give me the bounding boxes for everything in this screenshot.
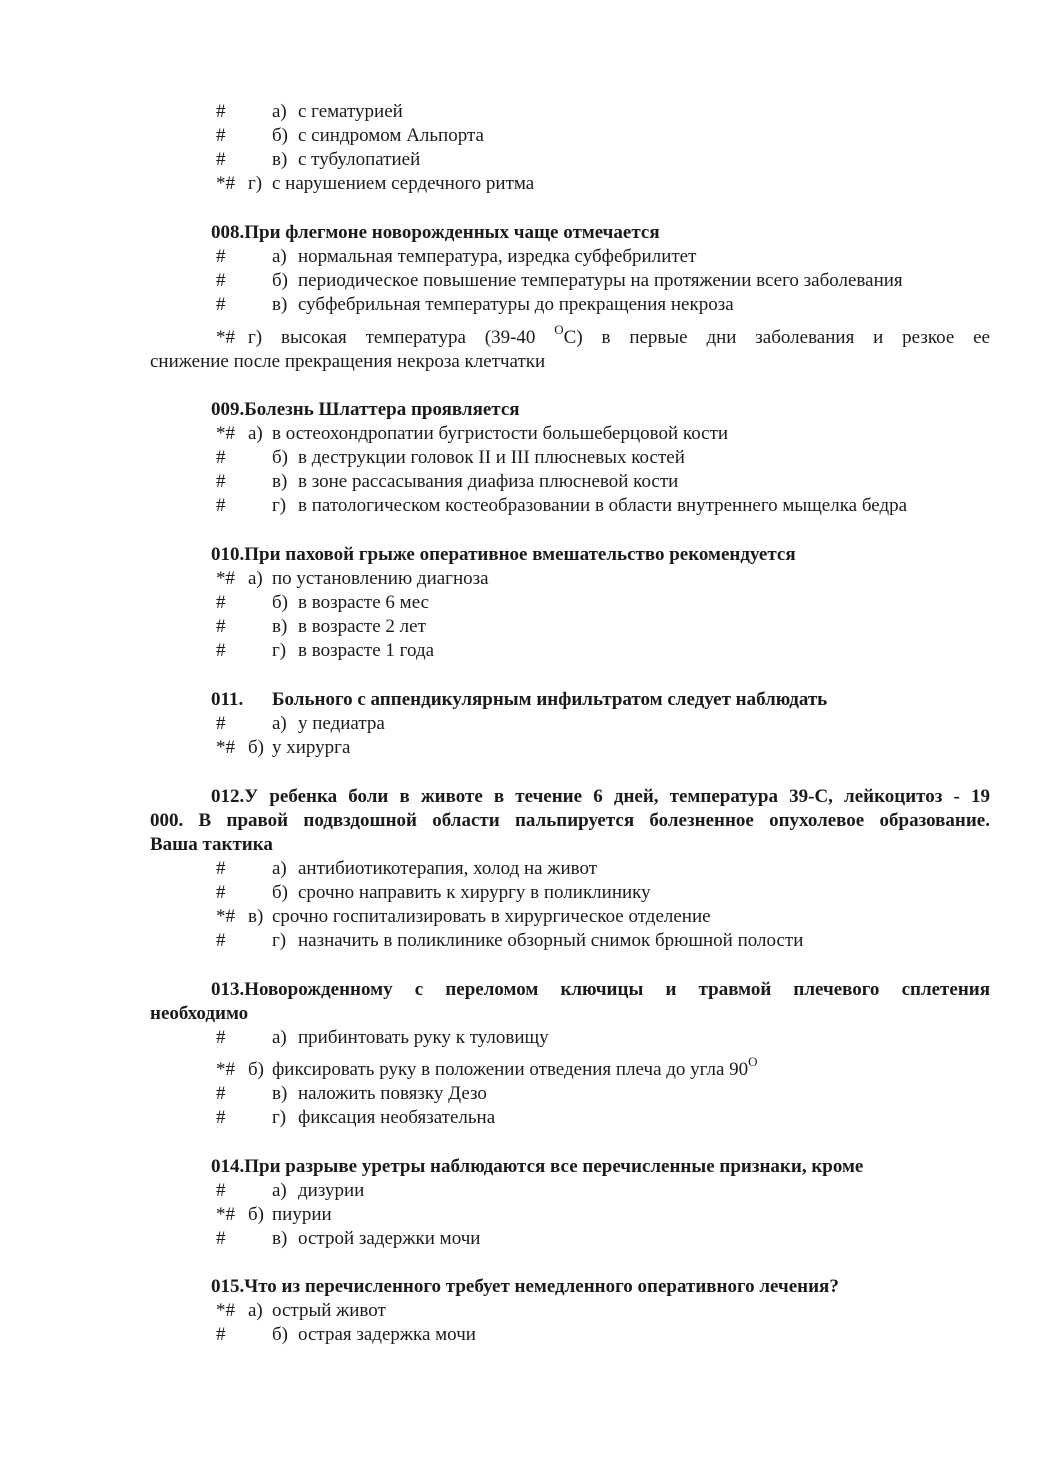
option-letter: г) [272, 640, 287, 661]
option-letter: а) [272, 1180, 287, 1201]
option-text: с синдромом Альпорта [298, 125, 484, 146]
question-010-title: 010.При паховой грыже оперативное вмешательство рекомендуется [211, 544, 796, 565]
option-text: нормальная температура, изредка субфебрилитет [298, 246, 697, 267]
option-letter: а) [248, 568, 263, 589]
option-mark: # [216, 713, 226, 734]
option-text: субфебрильная температуры до прекращения некроза [298, 294, 734, 315]
option-mark: *# [216, 906, 235, 927]
option-mark: # [216, 101, 226, 122]
option-letter: в) [272, 1228, 288, 1249]
option-letter: г) [272, 930, 287, 951]
option-letter: в) [272, 616, 288, 637]
option-letter: б) [272, 1324, 288, 1345]
option-text: по установлению диагноза [272, 568, 489, 589]
question-014-title: 014.При разрыве уретры наблюдаются все перечисленные признаки, кроме [211, 1156, 864, 1177]
option-letter: а) [272, 1027, 287, 1048]
option-text: с нарушением сердечного ритма [272, 173, 535, 194]
option-mark: *# [216, 423, 235, 444]
option-text: в возрасте 6 мес [298, 592, 430, 613]
option-letter: в) [272, 294, 288, 315]
degree-superscript: О [554, 321, 564, 337]
answer-text-a: г) высокая температура (39-40 [248, 327, 536, 348]
option-letter: б) [248, 1204, 264, 1225]
option-text: у педиатра [298, 713, 385, 734]
question-008-title: 008.При флегмоне новорожденных чаще отмечается [211, 222, 660, 243]
option-letter: б) [272, 447, 288, 468]
option-mark: *# [216, 737, 235, 758]
option-text: в деструкции головок II и III плюсневых костей [298, 447, 685, 468]
question-012-title-line-1: 012.У ребенка боли в животе в течение 6 дней, температура 39-С, лейкоцитоз - 19 [211, 786, 990, 807]
option-mark: # [216, 1180, 226, 1201]
option-mark: # [216, 592, 226, 613]
option-text: дизурии [298, 1180, 365, 1201]
option-letter: б) [248, 737, 264, 758]
option-text: острая задержка мочи [298, 1324, 476, 1345]
option-text: в остеохондропатии бугристости большеберцовой кости [272, 423, 729, 444]
option-text: периодическое повышение температуры на протяжении всего заболевания [298, 270, 903, 291]
option-text: срочно госпитализировать в хирургическое отделение [272, 906, 711, 927]
option-text: в возрасте 1 года [298, 640, 435, 661]
option-mark: *# [216, 1204, 235, 1225]
option-letter: в) [272, 149, 288, 170]
option-text: срочно направить к хирургу в поликлинику [298, 882, 651, 903]
option-mark: # [216, 858, 226, 879]
question-013-title-line-2: необходимо [150, 1003, 249, 1024]
option-mark: # [216, 447, 226, 468]
option-letter: г) [272, 495, 287, 516]
option-letter: а) [272, 858, 287, 879]
question-015-title: 015.Что из перечисленного требует немедленного оперативного лечения? [211, 1276, 839, 1297]
question-012-title-line-2: 000. В правой подвздошной области пальпируется болезненное опухолевое образование. [150, 810, 990, 831]
option-text: антибиотикотерапия, холод на живот [298, 858, 598, 879]
question-012-title-line-3: Ваша тактика [150, 834, 273, 855]
option-text: назначить в поликлинике обзорный снимок брюшной полости [298, 930, 804, 951]
option-mark: # [216, 294, 226, 315]
option-mark: # [216, 640, 226, 661]
question-009-title: 009.Болезнь Шлаттера проявляется [211, 399, 520, 420]
option-letter: б) [272, 882, 288, 903]
option-letter: а) [248, 1300, 263, 1321]
option-letter: а) [248, 423, 263, 444]
option-mark: # [216, 246, 226, 267]
option-letter: в) [248, 906, 264, 927]
option-text: с гематурией [298, 101, 403, 122]
question-013-title-line-1: 013.Новорожденному с переломом ключицы и травмой плечевого сплетения [211, 979, 990, 1000]
option-mark: # [216, 930, 226, 951]
option-letter: г) [272, 1107, 287, 1128]
question-011-number: 011. [211, 689, 244, 710]
option-mark: # [216, 616, 226, 637]
option-mark: # [216, 1027, 226, 1048]
option-letter: б) [272, 592, 288, 613]
option-mark: # [216, 495, 226, 516]
option-mark: # [216, 1107, 226, 1128]
option-text-main: фиксировать руку в положении отведения плеча до угла 90 [272, 1059, 749, 1080]
answer-text-b: С) в первые дни заболевания и резкое ее [563, 327, 990, 348]
option-text: наложить повязку Дезо [298, 1083, 487, 1104]
option-mark: *# [216, 568, 235, 589]
option-text: острой задержки мочи [298, 1228, 481, 1249]
option-mark: *# [216, 1300, 235, 1321]
question-011-title: Больного с аппендикулярным инфильтратом следует наблюдать [272, 689, 828, 710]
option-mark: # [216, 882, 226, 903]
option-mark: # [216, 471, 226, 492]
option-text: в зоне рассасывания диафиза плюсневой кости [298, 471, 679, 492]
option-letter: а) [272, 246, 287, 267]
option-mark: *# [216, 173, 235, 194]
option-letter: б) [272, 125, 288, 146]
degree-superscript: О [748, 1053, 758, 1069]
option-letter: г) [248, 173, 263, 194]
answer-line-2: снижение после прекращения некроза клетчатки [150, 351, 546, 372]
answer-mark: *# [216, 327, 235, 348]
option-letter: б) [248, 1059, 264, 1080]
option-text: в возрасте 2 лет [298, 616, 426, 637]
option-letter: б) [272, 270, 288, 291]
option-mark: # [216, 1324, 226, 1345]
answer-line-1 [248, 321, 990, 350]
option-mark: # [216, 1083, 226, 1104]
option-letter: в) [272, 471, 288, 492]
option-mark: # [216, 125, 226, 146]
option-text: острый живот [272, 1300, 386, 1321]
option-text: с тубулопатией [298, 149, 421, 170]
option-mark: # [216, 149, 226, 170]
option-text: в патологическом костеобразовании в области внутреннего мыщелка бедра [298, 495, 908, 516]
option-mark: # [216, 1228, 226, 1249]
option-text: пиурии [272, 1204, 332, 1225]
option-text: у хирурга [272, 737, 351, 758]
option-text: прибинтовать руку к туловищу [298, 1027, 549, 1048]
option-text: фиксация необязательна [298, 1107, 496, 1128]
option-letter: в) [272, 1083, 288, 1104]
option-mark: *# [216, 1059, 235, 1080]
option-text [272, 1053, 758, 1082]
option-letter: а) [272, 713, 287, 734]
option-letter: а) [272, 101, 287, 122]
option-mark: # [216, 270, 226, 291]
